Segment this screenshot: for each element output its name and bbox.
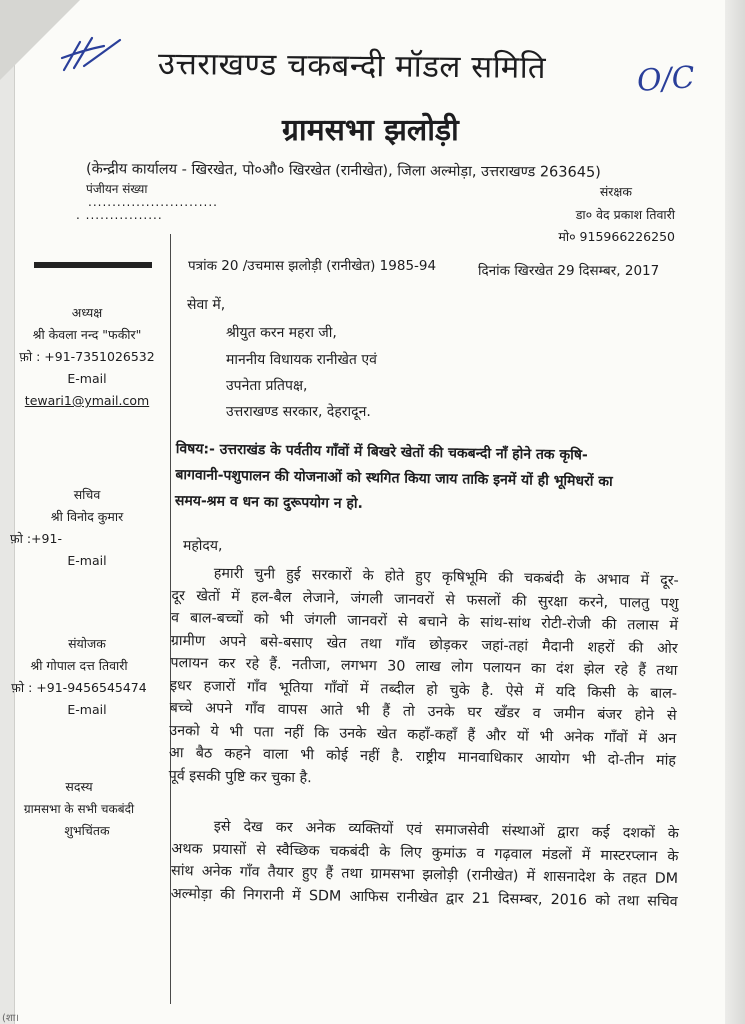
registration-dots-2: . ................ [76, 208, 163, 222]
paragraph-line: आ बैठ कहने वाला भी कोई नहीं है. राष्ट्रीय मानवाधिकार आयोग भी दो-तीन मांह [168, 744, 677, 769]
paragraph-line: पलायन कर रहे हैं. नतीजा, लगभग 30 लाख लोग पलायन का दंश झेल रहे हैं तथा [170, 654, 678, 679]
paragraph-line: उनको ये भी पता नहीं कि उनके खेत कहाँ-कहाँ हैं और यों भी अनेक गाँवों में अन [169, 722, 677, 747]
paragraph-line: इधर हजारों गाँव भूतिया गाँवों में तब्दील हो चुके है. ऐसे में यदि किसी के बाल- [169, 677, 678, 702]
body-paragraph-2 [171, 815, 679, 913]
paragraph-line: ग्रामीण अपने बसे-बसाए खेत तथा गाँव छोड़कर जहां-तहां मैदानी शहरों की ओर [170, 632, 678, 657]
secretary-name: श्री विनोद कुमार [50, 509, 124, 524]
patron-name: डा० वेद प्रकाश तिवारी [575, 207, 675, 222]
convener-name: श्री गोपाल दत्त तिवारी [30, 658, 128, 673]
patron-phone: मो० 915966226250 [558, 229, 675, 244]
organization-title: उत्तराखण्ड चकबन्दी मॉडल समिति [157, 45, 547, 87]
subject-line: विषय:- उत्तराखंड के पर्वतीय गाँवों में बिखरे खेतों की चकबन्दी नाँ होने तक कृषि- [175, 440, 588, 464]
recipient-line: उपनेता प्रतिपक्ष, [226, 378, 308, 394]
scan-right-edge [725, 0, 745, 1024]
subject-line: समय-श्रम व धन का दुरूपयोग न हो. [174, 492, 363, 512]
president-email-link[interactable]: tewari1@ymail.com [24, 393, 150, 408]
registration-dots: ........................... [88, 195, 218, 209]
handwritten-initials-mark [58, 32, 128, 77]
recipient-line: उत्तराखण्ड सरकार, देहरादून. [226, 404, 371, 420]
secretary-phone: फ़ो :+91- [10, 531, 62, 546]
letter-reference: पत्रांक 20 /उचमास झलोड़ी (रानीखेत) 1985-94 [188, 258, 437, 274]
address-salutation: सेवा में, [187, 297, 226, 313]
letter-subject [175, 436, 681, 522]
members-line1: ग्रामसभा के सभी चकबंदी [23, 802, 135, 816]
paragraph-line: सांथ अनेक गाँव तैयार हुए हैं तथा ग्रामसभा झलोड़ी (रानीखेत) में शासनादेश के तहत DM [170, 862, 679, 887]
recipient-line: माननीय विधायक रानीखेत एवं [226, 352, 377, 368]
secretary-email-label: E-mail [67, 553, 107, 568]
president-email-label: E-mail [67, 371, 107, 386]
paragraph-line: अल्मोड़ा की निगरानी में SDM आफिस रानीखेत द्वार 21 दिसम्बर, 2016 को तथा सचिव [170, 885, 678, 910]
registration-label: पंजीयन संख्या [86, 182, 148, 196]
president-phone: फ़ो : +91-7351026532 [19, 349, 155, 364]
page-corner-note: (शा। [2, 1013, 20, 1024]
recipient-line: श्रीयुत करन महरा जी, [226, 325, 337, 341]
paragraph-line: हमारी चुनी हुई सरकारों के होते हुए कृषिभूमि की चकबंदी के अभाव में दूर- [213, 565, 679, 589]
village-title: ग्रामसभा झलोड़ी [282, 113, 459, 148]
president-name: श्री केवला नन्द "फकीर" [32, 327, 142, 342]
office-address: (केन्द्रीय कार्यालय - खिरखेत, पो०औ० खिरखेत (रानीखेत), जिला अल्मोड़ा, उत्तराखण्ड 263645) [85, 161, 601, 181]
convener-email-label: E-mail [67, 702, 107, 717]
paragraph-line: व बाल-बच्चों को भी जंगली जानवरों से बचाने के सांथ-सांथ रोटी-रोजी की तलास में [170, 609, 679, 634]
salutation: महोदय, [183, 538, 223, 554]
handwritten-oc-mark: O/C [635, 60, 696, 99]
paragraph-line: बच्चे अपने गाँव वापस आते भी हैं तो उनके घर खँडर व जमीन बंजर होने से [169, 699, 677, 724]
members-title: सदस्य [65, 779, 93, 794]
convener-phone: फ़ो : +91-9456545474 [11, 680, 147, 695]
paragraph-line: पूर्व इसकी पुष्टि कर चुका है. [168, 767, 312, 786]
members-line2: शुभचिंतक [64, 823, 110, 838]
paragraph-line: इसे देख कर अनेक व्यक्तियों एवं समाजसेवी संस्थाओं द्वारा कई दशकों के [213, 818, 679, 842]
paragraph-line: अथक प्रयासों से स्वैच्छिक चकबंदी के लिए कुमांऊ व गढ़वाल मंडलों में मास्टरप्लान के [171, 840, 679, 865]
sidebar-divider-bar [34, 262, 152, 268]
president-title: अध्यक्ष [71, 305, 103, 320]
secretary-title: सचिव [73, 487, 101, 502]
paragraph-line: दूर खेतों में हल-बैल लेजाने, जंगली जानवरों से फसलों की सुरक्षा करने, पालतु पशु [171, 587, 679, 612]
convener-title: संयोजक [68, 636, 106, 651]
body-paragraph-1 [168, 562, 678, 795]
letter-date: दिनांक खिरखेत 29 दिसम्बर, 2017 [478, 263, 660, 279]
patron-label: संरक्षक [599, 184, 632, 199]
subject-line: बागवानी-पशुपालन की योजनाओं को स्थगित किया जाय ताकि इनमें यों ही भूमिधरों का [175, 466, 613, 490]
